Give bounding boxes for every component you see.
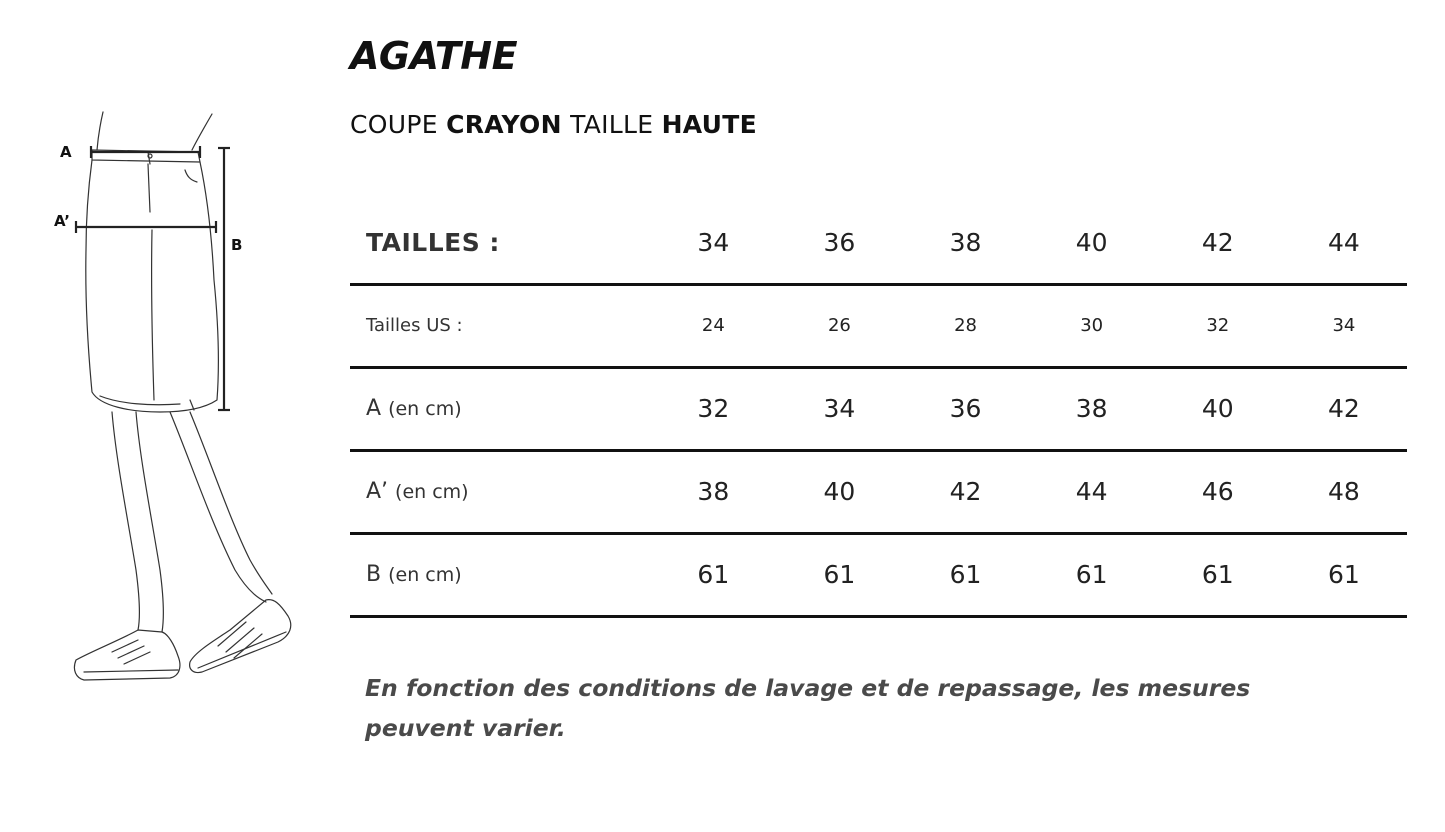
subtitle-part-3: TAILLE: [570, 110, 654, 139]
label-a: A: [60, 143, 72, 161]
measure-cell: 42: [903, 450, 1029, 533]
us-size-cell: 28: [903, 284, 1029, 367]
care-note-line-1: En fonction des conditions de lavage et de repassage, les mesures: [365, 674, 1251, 702]
hem-fold: [190, 400, 194, 410]
header-size-cell: 36: [776, 202, 902, 284]
measure-cell: 36: [903, 367, 1029, 450]
center-seam: [152, 230, 154, 400]
row-b-label: [350, 533, 650, 616]
torso-right-line: [192, 114, 212, 150]
measure-cell: 61: [1029, 533, 1155, 616]
us-size-cell: 26: [776, 284, 902, 367]
row-a-label: [350, 367, 650, 450]
subtitle-part-1: COUPE: [350, 110, 438, 139]
us-size-cell: 32: [1155, 284, 1281, 367]
table-row-us-sizes: [350, 284, 1407, 367]
us-sizes-label: Tailles US :: [350, 284, 650, 367]
zip-line: [148, 164, 150, 212]
header-label: TAILLES :: [350, 202, 650, 284]
torso-left-line: [97, 112, 103, 150]
back-shoe-stripes: [112, 640, 150, 664]
table-row-a: [350, 367, 1407, 450]
row-a-unit: (en cm): [388, 398, 462, 420]
hem-line: [100, 396, 180, 405]
measure-cell: 38: [650, 450, 776, 533]
table-row-a-prime: [350, 450, 1407, 533]
row-a-prime-letter: A’: [366, 479, 389, 504]
measure-cell: 44: [1029, 450, 1155, 533]
row-a-letter: A: [366, 396, 382, 421]
header-size-cell: 42: [1155, 202, 1281, 284]
row-b-letter: B: [366, 562, 382, 587]
subtitle-part-2: CRAYON: [446, 110, 562, 139]
measure-cell: 38: [1029, 367, 1155, 450]
skirt-illustration: [40, 100, 320, 700]
front-shoe-sole: [198, 632, 286, 668]
skirt-drawing: [40, 100, 320, 700]
back-shoe-sole: [84, 670, 178, 672]
header-size-cell: 44: [1281, 202, 1407, 284]
row-a-prime-unit: (en cm): [395, 481, 469, 503]
row-b-unit: (en cm): [388, 564, 462, 586]
back-shoe: [74, 630, 180, 680]
row-a-prime-label: [350, 450, 650, 533]
subtitle-part-4: HAUTE: [661, 110, 758, 139]
header-size-cell: 34: [650, 202, 776, 284]
front-shoe-stripes: [218, 622, 262, 658]
measure-cell: 61: [903, 533, 1029, 616]
measure-cell: 46: [1155, 450, 1281, 533]
measure-cell: 61: [650, 533, 776, 616]
care-note: [365, 668, 1345, 748]
measure-cell: 61: [1281, 533, 1407, 616]
front-leg-front: [190, 412, 272, 594]
label-a-prime: A’: [54, 212, 70, 230]
pocket-line: [185, 170, 197, 182]
measure-cell: 40: [1155, 367, 1281, 450]
header-size-cell: 40: [1029, 202, 1155, 284]
back-leg-back: [136, 412, 163, 632]
measure-cell: 48: [1281, 450, 1407, 533]
product-title: AGATHE: [350, 34, 518, 78]
measure-cell: 61: [1155, 533, 1281, 616]
measure-cell: 61: [776, 533, 902, 616]
measure-cell: 32: [650, 367, 776, 450]
measure-cell: 40: [776, 450, 902, 533]
header-size-cell: 38: [903, 202, 1029, 284]
product-subtitle: [350, 110, 757, 139]
front-leg-back: [170, 412, 266, 602]
us-size-cell: 30: [1029, 284, 1155, 367]
care-note-line-2: peuvent varier.: [365, 714, 566, 742]
back-leg-front: [112, 412, 139, 630]
table-row-b: [350, 533, 1407, 616]
table-header-row: [350, 202, 1407, 284]
measure-cell: 42: [1281, 367, 1407, 450]
label-b: B: [231, 236, 243, 254]
measure-cell: 34: [776, 367, 902, 450]
us-size-cell: 34: [1281, 284, 1407, 367]
us-size-cell: 24: [650, 284, 776, 367]
size-chart-table: [350, 202, 1407, 618]
